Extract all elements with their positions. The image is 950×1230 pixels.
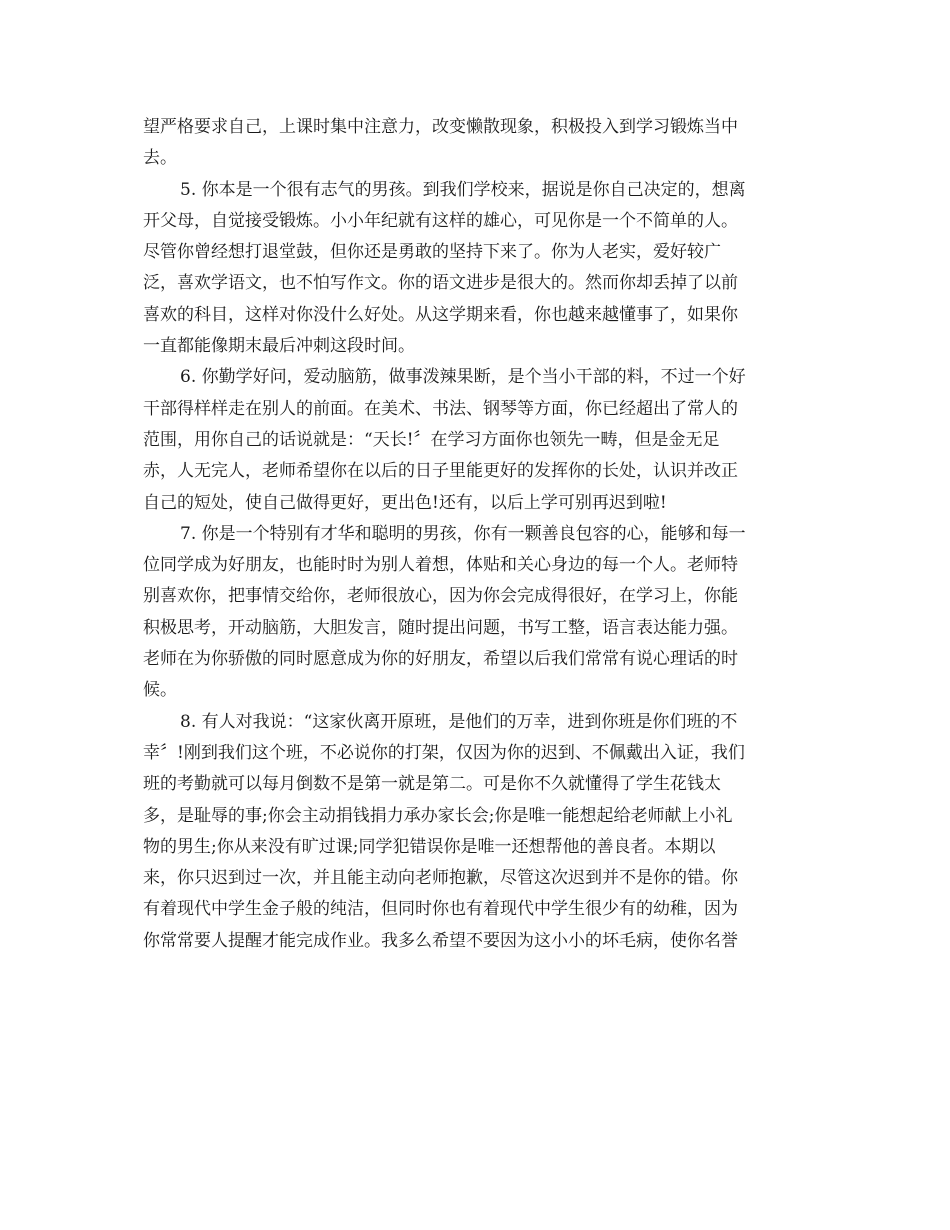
text-line: 尽管你曾经想打退堂鼓，但你还是勇敢的坚持下来了。你为人老实，爱好较广 [143, 242, 721, 263]
text-line: 喜欢的科目，这样对你没什么好处。从这学期来看，你也越来越懂事了，如果你 [143, 304, 738, 325]
text-line: 泛，喜欢学语文，也不怕写作文。你的语文进步是很大的。然而你却丢掉了以前 [143, 273, 738, 294]
text-line: 候。 [143, 680, 177, 701]
text-line: 班的考勤就可以每月倒数不是第一就是第二。可是你不久就懂得了学生花钱太 [143, 774, 721, 795]
paragraph-8-start: 8. 有人对我说：“这家伙离开原班，是他们的万幸，进到你班是你们班的不 [180, 711, 738, 732]
paragraph-5-start: 5. 你本是一个很有志气的男孩。到我们学校来，据说是你自己决定的，想离 [180, 179, 746, 200]
text-line: 开父母，自觉接受锻炼。小小年纪就有这样的雄心，可见你是一个不简单的人。 [143, 210, 738, 231]
text-line: 望严格要求自己，上课时集中注意力，改变懒散现象，积极投入到学习锻炼当中 [143, 117, 738, 137]
text-line: 多，是耻辱的事;你会主动捐钱捐力承办家长会;你是唯一能想起给老师献上小礼 [143, 805, 733, 826]
text-line: 位同学成为好朋友，也能时时为别人着想，体贴和关心身边的每一个人。老师特 [143, 555, 738, 576]
paragraph-6-start: 6. 你勤学好问，爱动脑筋，做事泼辣果断，是个当小干部的料，不过一个好 [180, 367, 746, 388]
text-line: 范围，用你自己的话说就是：“天长!〞在学习方面你也领先一畴，但是金无足 [143, 429, 720, 450]
text-line: 别喜欢你，把事情交给你，老师很放心，因为你会完成得很好，在学习上，你能 [143, 586, 738, 607]
text-line: 来，你只迟到过一次，并且能主动向老师抱歉，尽管这次迟到并不是你的错。你 [143, 868, 738, 889]
document-body [143, 112, 807, 957]
text-line: 一直都能像期末最后冲刺这段时间。 [143, 336, 415, 357]
text-line: 幸〞!刚到我们这个班，不必说你的打架，仅因为你的迟到、不佩戴出入证，我们 [143, 742, 745, 763]
text-line: 自己的短处，使自己做得更好，更出色!还有，以后上学可别再迟到啦! [143, 492, 667, 513]
text-line: 积极思考，开动脑筋，大胆发言，随时提出问题，书写工整，语言表达能力强。 [143, 617, 738, 638]
paragraph-7-start: 7. 你是一个特别有才华和聪明的男孩，你有一颗善良包容的心，能够和每一 [180, 523, 746, 544]
text-line: 赤，人无完人，老师希望你在以后的日子里能更好的发挥你的长处，认识并改正 [143, 461, 738, 482]
text-line: 物的男生;你从来没有旷过课;同学犯错误你是唯一还想帮他的善良者。本期以 [143, 836, 716, 857]
text-line: 老师在为你骄傲的同时愿意成为你的好朋友，希望以后我们常常有说心理话的时 [143, 649, 738, 670]
text-line: 去。 [143, 148, 177, 169]
text-line: 干部得样样走在别人的前面。在美术、书法、钢琴等方面，你已经超出了常人的 [143, 398, 738, 419]
text-line: 你常常要人提醒才能完成作业。我多么希望不要因为这小小的坏毛病，使你名誉 [143, 930, 738, 951]
text-line: 有着现代中学生金子般的纯洁，但同时你也有着现代中学生很少有的幼稚，因为 [143, 899, 738, 920]
